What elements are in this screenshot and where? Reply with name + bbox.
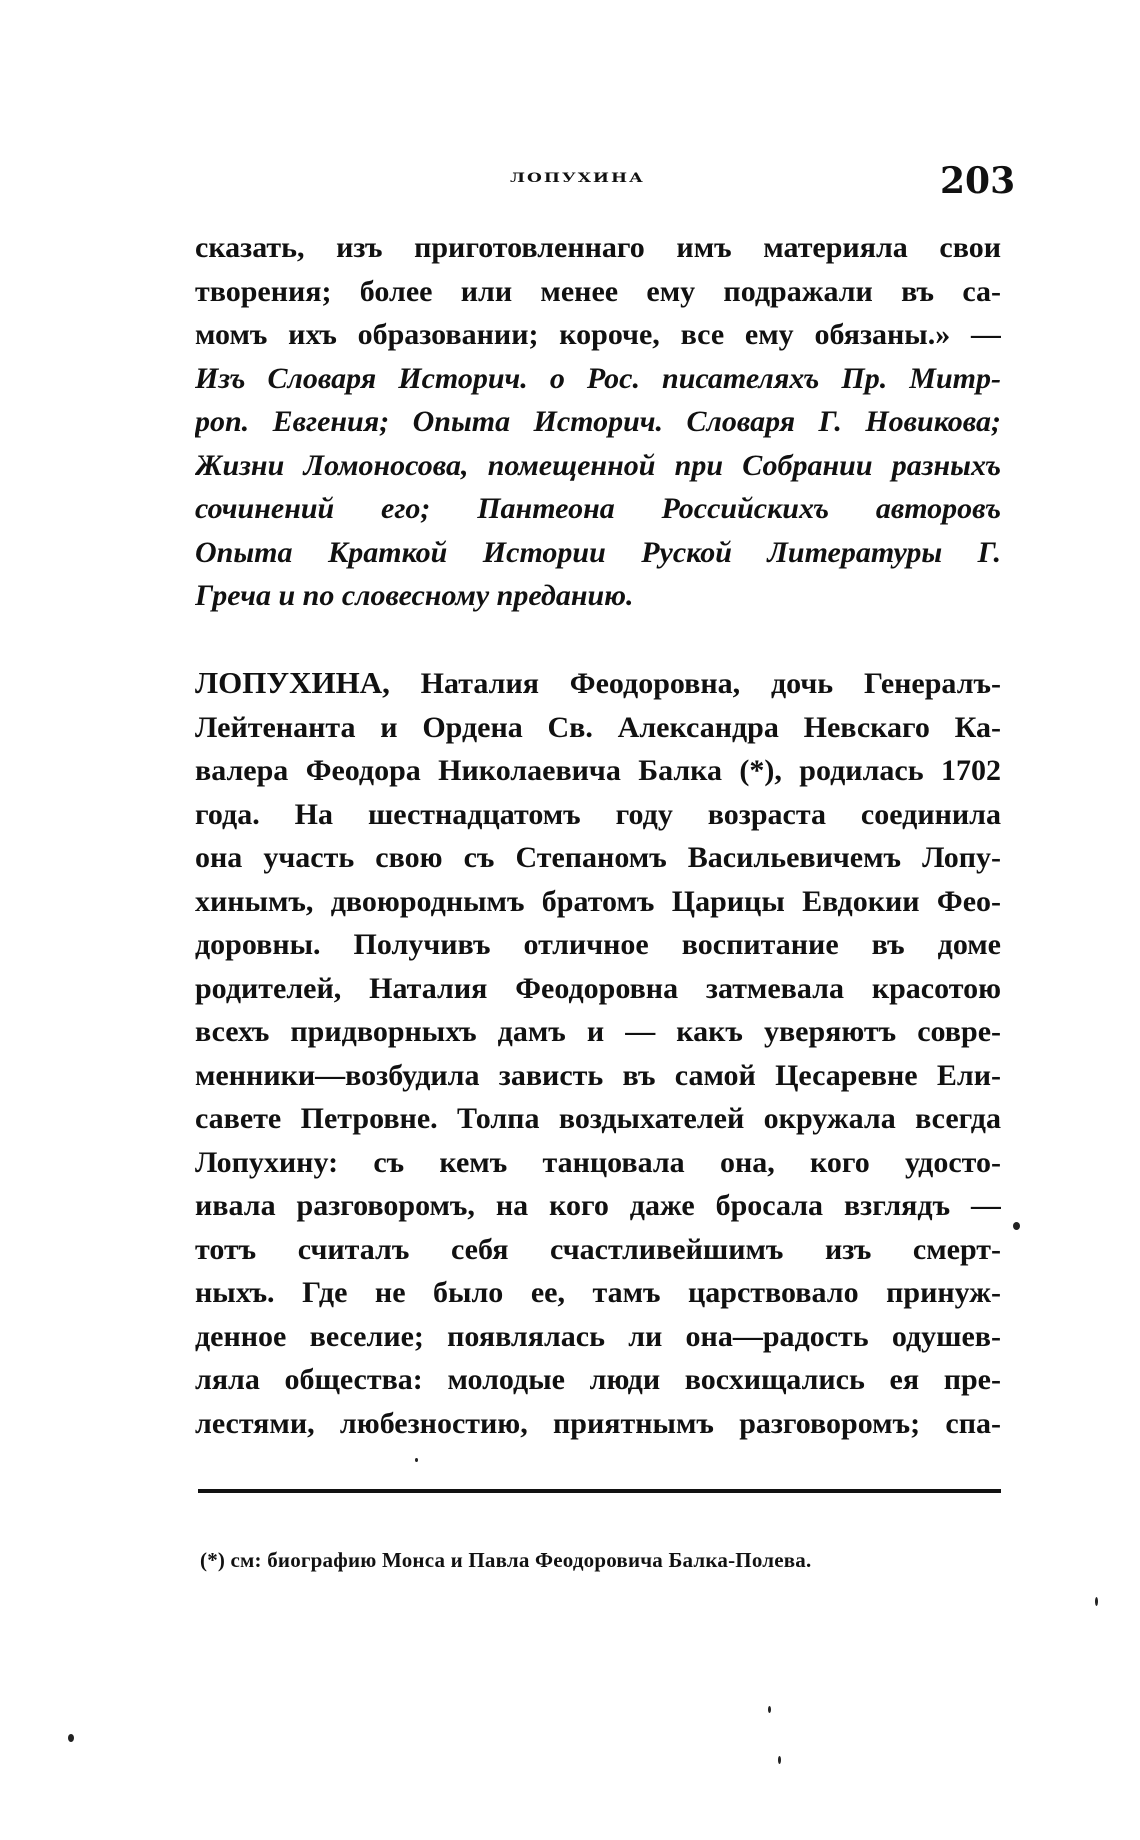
text-line: ивала разговоромъ, на кого даже бросала взглядъ — [195, 1189, 1001, 1222]
text-line: денное веселие; появлялась ли она—радость одушев- [195, 1319, 1001, 1353]
text-line: года. На шестнадцатомъ году возраста соединила [195, 797, 1001, 831]
entry-first-line [195, 661, 1001, 706]
text-line: менники—возбудила зависть въ самой Цесаревне Ели- [195, 1058, 1001, 1092]
running-head: ЛОПУХИНА [510, 170, 645, 186]
text-line: ляла общества: молодые люди восхищались ея пре- [195, 1363, 1001, 1396]
text-line: доровны. Получивъ отличное воспитание въ доме [195, 928, 1001, 961]
source-citation-line: сочинений его; Пантеона Российскихъ авторовъ [195, 492, 1001, 525]
text-line: ныхъ. Где не было ее, тамъ царствовало принуж- [195, 1276, 1001, 1309]
text-line: всехъ придворныхъ дамъ и — какъ уверяютъ совре- [195, 1015, 1001, 1048]
text-line: савете Петровне. Толпа воздыхателей окружала всегда [195, 1102, 1001, 1135]
text-line: момъ ихъ образовании; короче, все ему обязаны.» — [195, 318, 1001, 351]
scan-speck [1095, 1597, 1098, 1606]
footnote-divider [198, 1489, 1001, 1493]
scan-speck [68, 1734, 74, 1742]
text-line: лестями, любезностию, приятнымъ разговоромъ; спа- [195, 1406, 1001, 1440]
text-line: родителей, Наталия Феодоровна затмевала красотою [195, 971, 1001, 1005]
source-citation-line: Греча и по словесному преданию. [195, 579, 634, 612]
text-line: Лейтенанта и Ордена Св. Александра Невскаго Ка- [195, 710, 1001, 744]
text-line: Лопухину: съ кемъ танцовала она, кого удосто- [195, 1145, 1001, 1179]
scan-speck [415, 1458, 418, 1462]
scan-speck [778, 1756, 781, 1764]
text-line: она участь свою съ Степаномъ Васильевичемъ Лопу- [195, 841, 1001, 874]
biography-entry [195, 661, 1001, 1445]
source-citation-line: роп. Евгения; Опыта Историч. Словаря Г. Новикова; [195, 405, 1001, 438]
scan-speck [768, 1706, 771, 1713]
continuation-paragraph [195, 226, 1001, 618]
page-number: 203 [940, 160, 1016, 202]
entry-headword: ЛОПУХИНА, [195, 665, 390, 700]
entry-first-line-text: Наталия Феодоровна, дочь Генералъ- [389, 667, 1001, 700]
footnote: (*) см: биографию Монса и Павла Феодоровича Балка-Полева. [200, 1548, 812, 1572]
text-line: творения; более или менее ему подражали въ са- [195, 274, 1001, 308]
text-line: хинымъ, двоюроднымъ братомъ Царицы Евдокии Фео- [195, 884, 1001, 918]
scan-speck [1013, 1222, 1020, 1230]
source-citation-line: Опыта Краткой Истории Руской Литературы Г. [195, 535, 1001, 569]
source-citation-line: Изъ Словаря Историч. о Рос. писателяхъ Пр. Митр- [195, 361, 1001, 395]
source-citation-line: Жизни Ломоносова, помещенной при Собрании разныхъ [195, 448, 1001, 482]
text-line: тотъ считалъ себя счастливейшимъ изъ смерт- [195, 1232, 1001, 1266]
text-line: сказать, изъ приготовленнаго имъ материяла свои [195, 231, 1001, 264]
text-line: валера Феодора Николаевича Балка (*), родилась 1702 [195, 754, 1001, 787]
